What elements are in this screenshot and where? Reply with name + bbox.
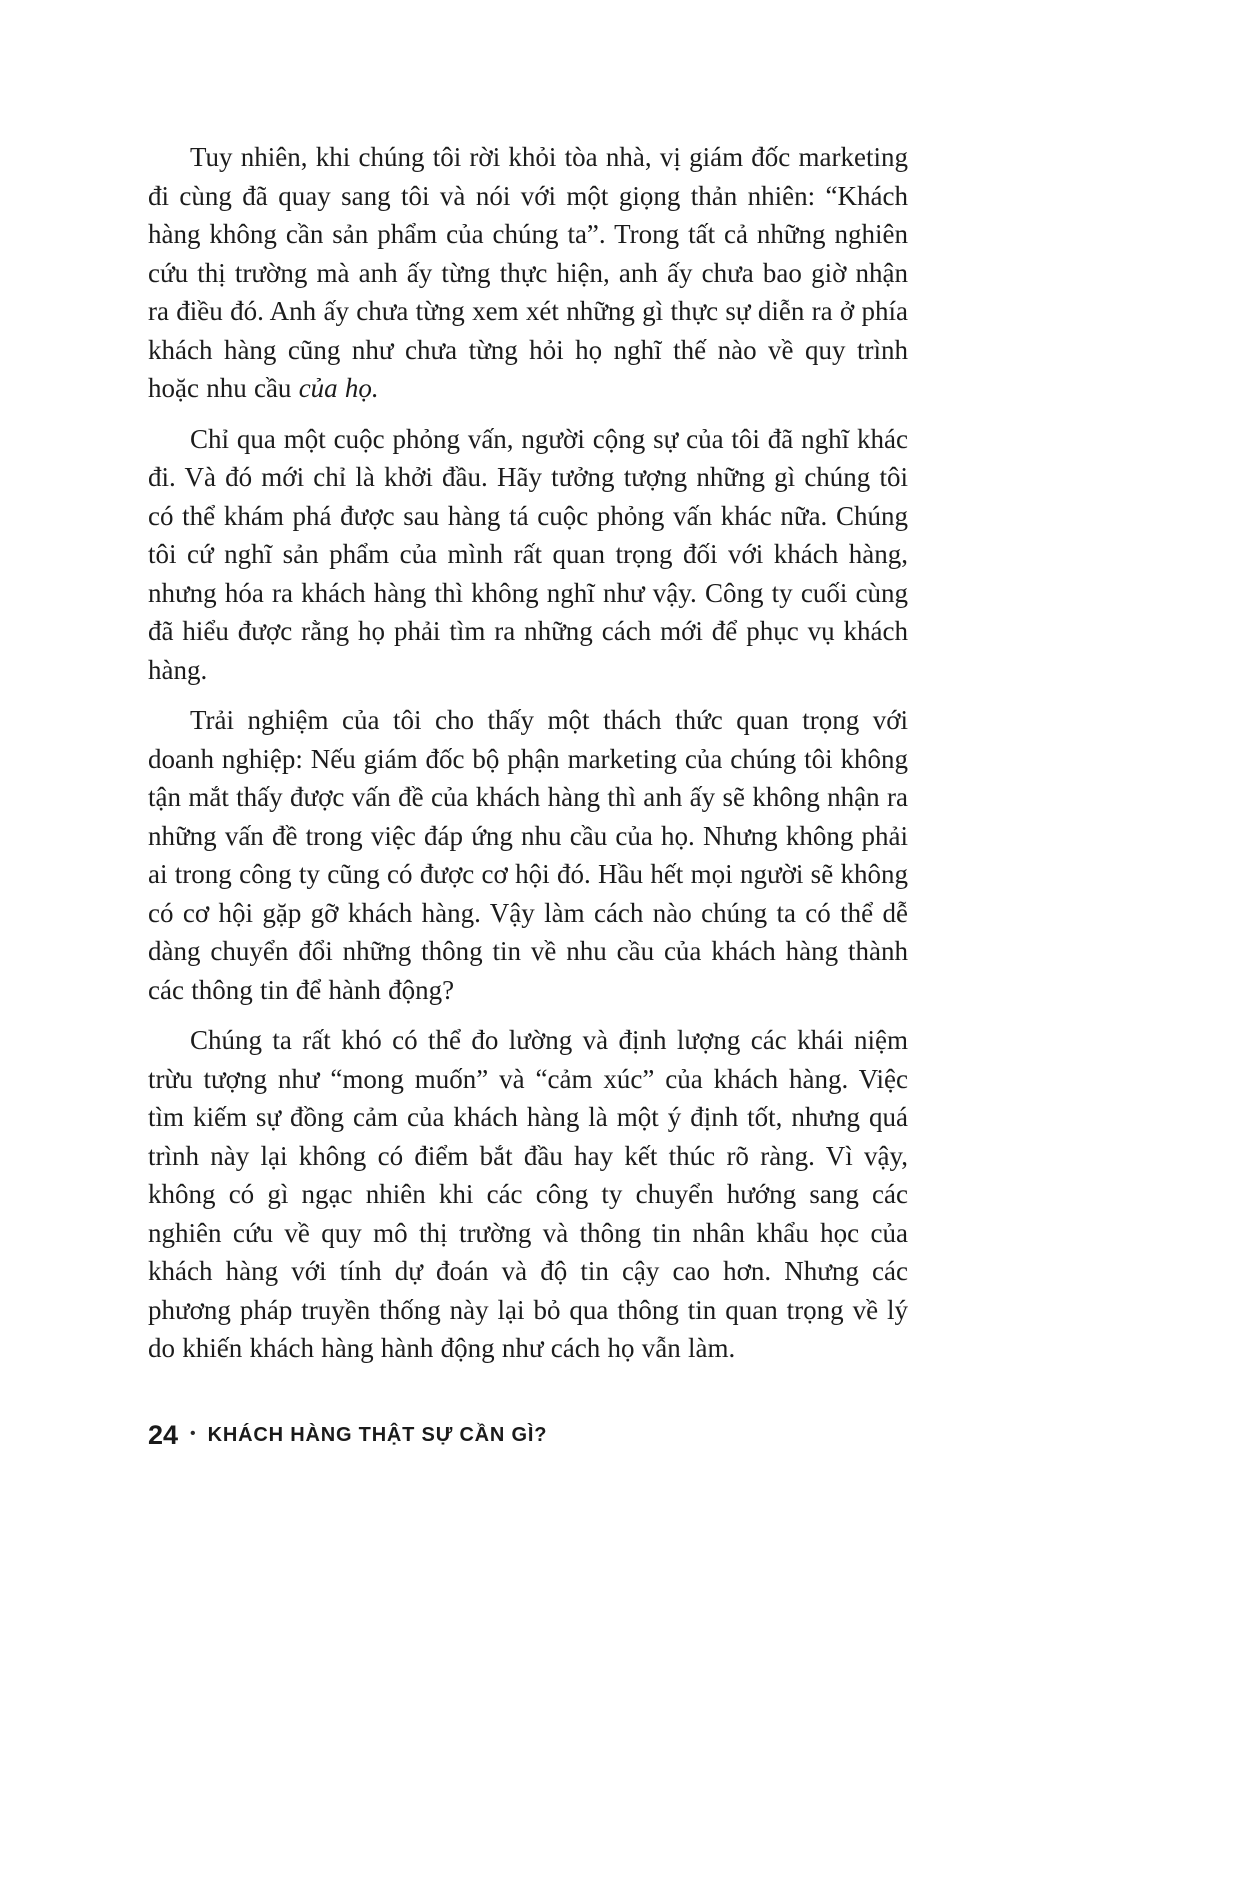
page-text-block	[148, 138, 908, 1368]
paragraph-2	[148, 420, 908, 690]
paragraph-1	[148, 138, 908, 408]
paragraph-1-text: Tuy nhiên, khi chúng tôi rời khỏi tòa nhà, vị giám đốc marketing đi cùng đã quay sang tôi và nói với một giọng thản nhiên: “Khách hàng không cần sản phẩm của chúng ta”. Trong tất cả những nghiên cứu thị trường mà anh ấy từng thực hiện, anh ấy chưa bao giờ nhận ra điều đó. Anh ấy chưa từng xem xét những gì thực sự diễn ra ở phía khách hàng cũng như chưa từng hỏi họ nghĩ thế nào về quy trình hoặc nhu cầu	[148, 142, 908, 403]
paragraph-1-italic-text: của họ.	[298, 373, 379, 403]
paragraph-4-text: Chúng ta rất khó có thể đo lường và định lượng các khái niệm trừu tượng như “mong muốn” và “cảm xúc” của khách hàng. Việc tìm kiếm sự đồng cảm của khách hàng là một ý định tốt, nhưng quá trình này lại không có điểm bắt đầu hay kết thúc rõ ràng. Vì vậy, không có gì ngạc nhiên khi các công ty chuyển hướng sang các nghiên cứu về quy mô thị trường và thông tin nhân khẩu học của khách hàng với tính dự đoán và độ tin cậy cao hơn. Nhưng các phương pháp truyền thống này lại bỏ qua thông tin quan trọng về lý do khiến khách hàng hành động như cách họ vẫn làm.	[148, 1025, 908, 1363]
paragraph-2-text: Chỉ qua một cuộc phỏng vấn, người cộng sự của tôi đã nghĩ khác đi. Và đó mới chỉ là khởi đầu. Hãy tưởng tượng những gì chúng tôi có thể khám phá được sau hàng tá cuộc phỏng vấn khác nữa. Chúng tôi cứ nghĩ sản phẩm của mình rất quan trọng đối với khách hàng, nhưng hóa ra khách hàng thì không nghĩ như vậy. Công ty cuối cùng đã hiểu được rằng họ phải tìm ra những cách mới để phục vụ khách hàng.	[148, 423, 908, 685]
running-footer-book-title: KHÁCH HÀNG THẬT SỰ CẦN GÌ?	[207, 1424, 548, 1446]
paragraph-3	[148, 701, 908, 1009]
footer-bullet-separator: •	[190, 1425, 196, 1442]
paragraph-3-text: Trải nghiệm của tôi cho thấy một thách thức quan trọng với doanh nghiệp: Nếu giám đốc bộ phận marketing của chúng tôi không tận mắt thấy được vấn đề của khách hàng thì anh ấy sẽ không nhận ra những vấn đề trong việc đáp ứng nhu cầu của họ. Nhưng không phải ai trong công ty cũng có được cơ hội đó. Hầu hết mọi người sẽ không có cơ hội gặp gỡ khách hàng. Vậy làm cách nào chúng ta có thể dễ dàng chuyển đổi những thông tin về nhu cầu của khách hàng thành các thông tin để hành động?	[148, 705, 908, 1005]
page-footer	[148, 1419, 1245, 1450]
paragraph-4	[148, 1021, 908, 1368]
page-number: 24	[148, 1419, 179, 1450]
